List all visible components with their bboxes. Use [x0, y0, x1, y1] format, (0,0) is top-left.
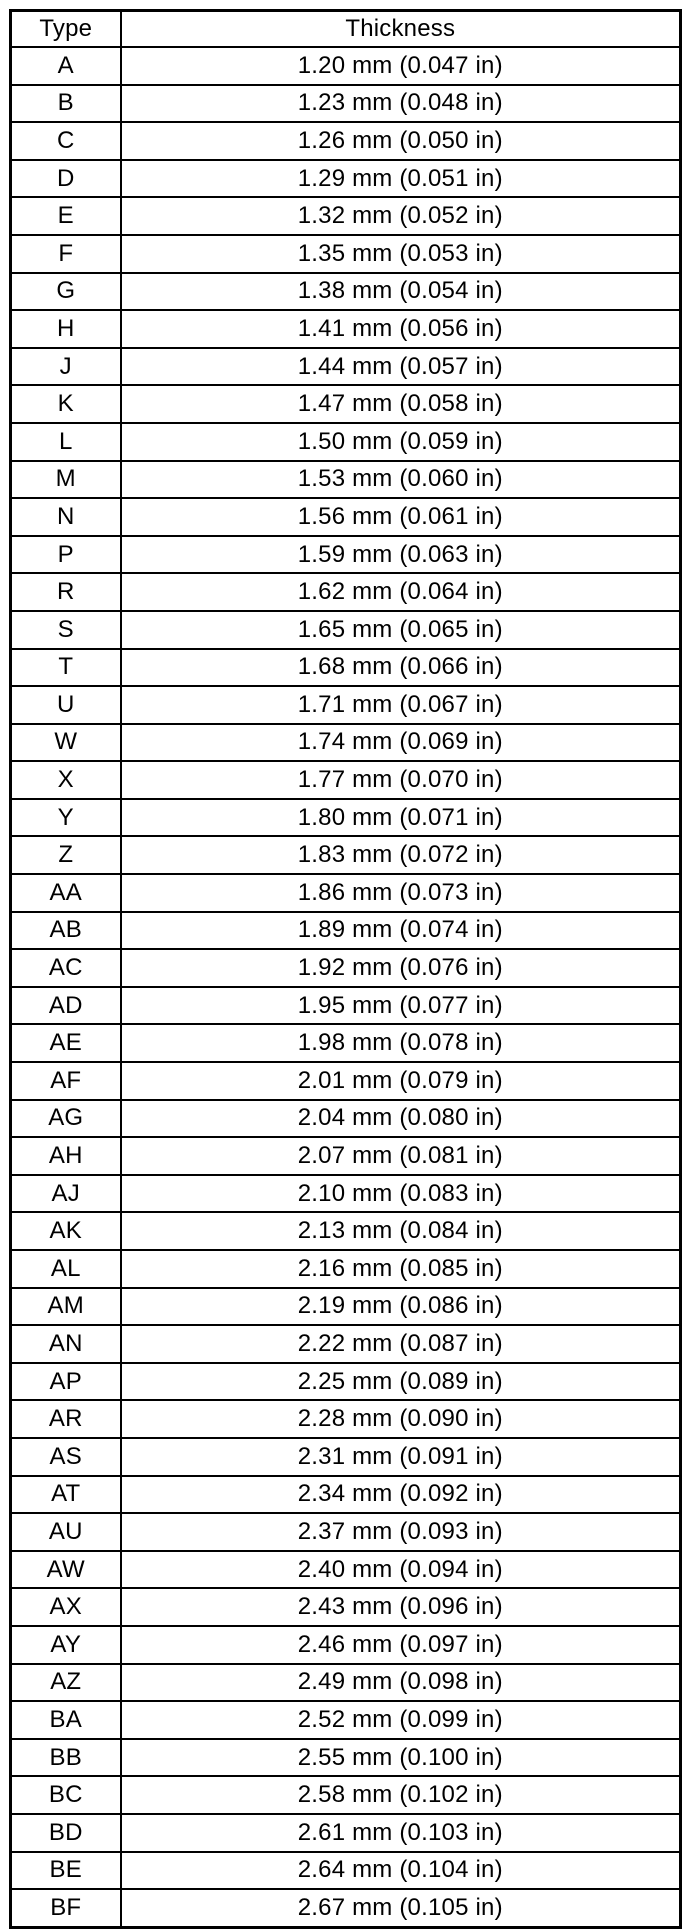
- thickness-table-container: [9, 9, 679, 1929]
- type-cell: Y: [11, 799, 121, 837]
- type-cell: J: [11, 348, 121, 386]
- table-row: [11, 1739, 681, 1777]
- thickness-cell: 2.52 mm (0.099 in): [121, 1701, 681, 1739]
- table-row: [11, 461, 681, 499]
- type-cell: AM: [11, 1288, 121, 1326]
- table-row: [11, 987, 681, 1025]
- type-cell: C: [11, 122, 121, 160]
- type-cell: AS: [11, 1438, 121, 1476]
- type-cell: S: [11, 611, 121, 649]
- table-row: [11, 649, 681, 687]
- type-cell: AF: [11, 1062, 121, 1100]
- thickness-cell: 2.34 mm (0.092 in): [121, 1476, 681, 1514]
- type-cell: AP: [11, 1363, 121, 1401]
- thickness-cell: 1.89 mm (0.074 in): [121, 912, 681, 950]
- thickness-cell: 1.35 mm (0.053 in): [121, 235, 681, 273]
- thickness-cell: 2.40 mm (0.094 in): [121, 1551, 681, 1589]
- type-cell: G: [11, 273, 121, 311]
- table-row: [11, 1664, 681, 1702]
- thickness-cell: 2.22 mm (0.087 in): [121, 1325, 681, 1363]
- type-cell: E: [11, 197, 121, 235]
- type-cell: B: [11, 85, 121, 123]
- type-cell: BF: [11, 1889, 121, 1927]
- table-row: [11, 1551, 681, 1589]
- thickness-cell: 2.37 mm (0.093 in): [121, 1513, 681, 1551]
- thickness-cell: 1.29 mm (0.051 in): [121, 160, 681, 198]
- type-cell: F: [11, 235, 121, 273]
- table-row: [11, 1776, 681, 1814]
- thickness-cell: 2.07 mm (0.081 in): [121, 1137, 681, 1175]
- type-cell: AC: [11, 949, 121, 987]
- thickness-cell: 1.20 mm (0.047 in): [121, 47, 681, 85]
- thickness-cell: 1.65 mm (0.065 in): [121, 611, 681, 649]
- thickness-cell: 1.77 mm (0.070 in): [121, 761, 681, 799]
- thickness-cell: 1.62 mm (0.064 in): [121, 573, 681, 611]
- type-cell: AY: [11, 1626, 121, 1664]
- table-row: [11, 122, 681, 160]
- thickness-cell: 2.64 mm (0.104 in): [121, 1852, 681, 1890]
- table-row: [11, 1588, 681, 1626]
- table-row: [11, 47, 681, 85]
- type-cell: AU: [11, 1513, 121, 1551]
- thickness-cell: 2.16 mm (0.085 in): [121, 1250, 681, 1288]
- table-row: [11, 611, 681, 649]
- thickness-cell: 1.47 mm (0.058 in): [121, 385, 681, 423]
- table-row: [11, 573, 681, 611]
- type-cell: BA: [11, 1701, 121, 1739]
- table-row: [11, 1024, 681, 1062]
- table-row: [11, 1814, 681, 1852]
- header-thickness: Thickness: [121, 11, 681, 48]
- thickness-cell: 2.04 mm (0.080 in): [121, 1100, 681, 1138]
- thickness-cell: 1.56 mm (0.061 in): [121, 498, 681, 536]
- type-cell: U: [11, 686, 121, 724]
- thickness-cell: 1.86 mm (0.073 in): [121, 874, 681, 912]
- type-cell: AJ: [11, 1175, 121, 1213]
- thickness-cell: 2.67 mm (0.105 in): [121, 1889, 681, 1927]
- type-cell: AG: [11, 1100, 121, 1138]
- type-cell: AH: [11, 1137, 121, 1175]
- header-row: [11, 11, 681, 48]
- thickness-cell: 1.50 mm (0.059 in): [121, 423, 681, 461]
- type-cell: BB: [11, 1739, 121, 1777]
- thickness-cell: 1.26 mm (0.050 in): [121, 122, 681, 160]
- thickness-cell: 1.83 mm (0.072 in): [121, 836, 681, 874]
- type-cell: X: [11, 761, 121, 799]
- type-cell: T: [11, 649, 121, 687]
- type-cell: M: [11, 461, 121, 499]
- type-cell: AW: [11, 1551, 121, 1589]
- thickness-cell: 1.32 mm (0.052 in): [121, 197, 681, 235]
- table-row: [11, 273, 681, 311]
- table-row: [11, 1325, 681, 1363]
- type-cell: AN: [11, 1325, 121, 1363]
- table-row: [11, 1701, 681, 1739]
- table-row: [11, 1100, 681, 1138]
- type-cell: K: [11, 385, 121, 423]
- table-row: [11, 874, 681, 912]
- table-row: [11, 1626, 681, 1664]
- table-row: [11, 310, 681, 348]
- table-row: [11, 498, 681, 536]
- type-cell: BC: [11, 1776, 121, 1814]
- type-cell: AB: [11, 912, 121, 950]
- table-row: [11, 836, 681, 874]
- table-row: [11, 1438, 681, 1476]
- thickness-cell: 1.92 mm (0.076 in): [121, 949, 681, 987]
- thickness-cell: 1.80 mm (0.071 in): [121, 799, 681, 837]
- thickness-cell: 1.68 mm (0.066 in): [121, 649, 681, 687]
- table-row: [11, 799, 681, 837]
- table-row: [11, 1363, 681, 1401]
- table-row: [11, 160, 681, 198]
- type-cell: A: [11, 47, 121, 85]
- table-row: [11, 235, 681, 273]
- type-cell: N: [11, 498, 121, 536]
- type-cell: AK: [11, 1212, 121, 1250]
- table-row: [11, 423, 681, 461]
- table-row: [11, 348, 681, 386]
- thickness-cell: 1.44 mm (0.057 in): [121, 348, 681, 386]
- thickness-cell: 2.28 mm (0.090 in): [121, 1400, 681, 1438]
- table-row: [11, 1400, 681, 1438]
- type-cell: D: [11, 160, 121, 198]
- type-cell: AD: [11, 987, 121, 1025]
- table-row: [11, 1212, 681, 1250]
- type-cell: AZ: [11, 1664, 121, 1702]
- thickness-cell: 1.95 mm (0.077 in): [121, 987, 681, 1025]
- thickness-cell: 1.41 mm (0.056 in): [121, 310, 681, 348]
- thickness-cell: 2.31 mm (0.091 in): [121, 1438, 681, 1476]
- table-row: [11, 385, 681, 423]
- thickness-cell: 2.19 mm (0.086 in): [121, 1288, 681, 1326]
- type-cell: L: [11, 423, 121, 461]
- thickness-cell: 1.59 mm (0.063 in): [121, 536, 681, 574]
- table-row: [11, 1852, 681, 1890]
- table-row: [11, 1889, 681, 1927]
- thickness-cell: 2.10 mm (0.083 in): [121, 1175, 681, 1213]
- thickness-cell: 2.49 mm (0.098 in): [121, 1664, 681, 1702]
- type-cell: H: [11, 310, 121, 348]
- thickness-cell: 2.58 mm (0.102 in): [121, 1776, 681, 1814]
- table-row: [11, 761, 681, 799]
- type-cell: BD: [11, 1814, 121, 1852]
- thickness-cell: 1.38 mm (0.054 in): [121, 273, 681, 311]
- table-header: [11, 11, 681, 48]
- type-cell: R: [11, 573, 121, 611]
- thickness-cell: 1.71 mm (0.067 in): [121, 686, 681, 724]
- header-type: Type: [11, 11, 121, 48]
- table-row: [11, 1175, 681, 1213]
- thickness-cell: 2.61 mm (0.103 in): [121, 1814, 681, 1852]
- table-row: [11, 197, 681, 235]
- table-row: [11, 686, 681, 724]
- table-row: [11, 1137, 681, 1175]
- table-row: [11, 949, 681, 987]
- thickness-cell: 2.13 mm (0.084 in): [121, 1212, 681, 1250]
- table-row: [11, 1062, 681, 1100]
- table-row: [11, 724, 681, 762]
- type-cell: AA: [11, 874, 121, 912]
- thickness-table: [9, 9, 682, 1929]
- table-row: [11, 1513, 681, 1551]
- thickness-cell: 1.98 mm (0.078 in): [121, 1024, 681, 1062]
- type-cell: AE: [11, 1024, 121, 1062]
- thickness-cell: 1.74 mm (0.069 in): [121, 724, 681, 762]
- thickness-cell: 1.23 mm (0.048 in): [121, 85, 681, 123]
- table-row: [11, 536, 681, 574]
- type-cell: AT: [11, 1476, 121, 1514]
- type-cell: AL: [11, 1250, 121, 1288]
- thickness-cell: 2.43 mm (0.096 in): [121, 1588, 681, 1626]
- table-row: [11, 1476, 681, 1514]
- thickness-cell: 2.01 mm (0.079 in): [121, 1062, 681, 1100]
- type-cell: P: [11, 536, 121, 574]
- type-cell: AR: [11, 1400, 121, 1438]
- table-row: [11, 85, 681, 123]
- thickness-cell: 1.53 mm (0.060 in): [121, 461, 681, 499]
- type-cell: W: [11, 724, 121, 762]
- type-cell: Z: [11, 836, 121, 874]
- table-row: [11, 1250, 681, 1288]
- table-body: [11, 47, 681, 1927]
- table-row: [11, 1288, 681, 1326]
- thickness-cell: 2.25 mm (0.089 in): [121, 1363, 681, 1401]
- thickness-cell: 2.55 mm (0.100 in): [121, 1739, 681, 1777]
- type-cell: BE: [11, 1852, 121, 1890]
- table-row: [11, 912, 681, 950]
- type-cell: AX: [11, 1588, 121, 1626]
- thickness-cell: 2.46 mm (0.097 in): [121, 1626, 681, 1664]
